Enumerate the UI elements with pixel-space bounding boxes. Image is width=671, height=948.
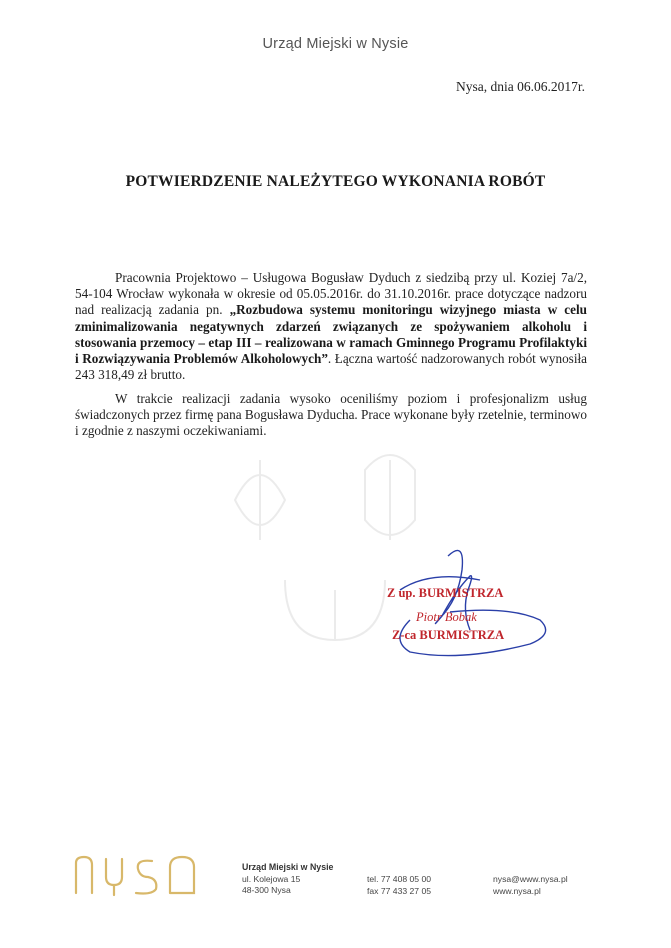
nysa-logo — [72, 853, 202, 897]
footer-city: 48-300 Nysa — [242, 885, 291, 895]
document-title: POTWIERDZENIE NALEŻYTEGO WYKONANIA ROBÓT — [125, 173, 546, 190]
footer-office-name: Urząd Miejski w Nysie — [242, 862, 334, 872]
stamp-authorization: Z up. BURMISTRZA — [387, 586, 504, 600]
signature-stamp — [370, 530, 570, 660]
paragraph-confirmation — [75, 270, 587, 383]
footer-street: ul. Kolejowa 15 — [242, 873, 301, 884]
paragraph-outro: . Łączna wartość nadzorowanych robót wynosiła 243 318,49 zł brutto. — [75, 351, 587, 383]
office-header: Urząd Miejski w Nysie — [262, 36, 409, 52]
footer-contact — [493, 874, 568, 897]
paragraph-intro: Pracownia Projektowo – Usługowa Bogusław Dyduch z siedzibą przy ul. Koziej 7a/2, 54-104 Wrocław wykonała w okresie od 05.05.2016r. do 31.10.2016r. prace dotyczące nadzoru nad realizacją zadania pn. — [75, 270, 587, 318]
stamp-signatory-name: Piotr Bobak — [416, 610, 477, 624]
footer-tel: tel. 77 408 05 00 — [367, 874, 432, 884]
footer-address — [242, 862, 333, 897]
footer-website[interactable]: www.nysa.pl — [493, 885, 541, 896]
footer-phone — [367, 874, 431, 897]
footer-fax: fax 77 433 27 05 — [367, 885, 432, 896]
footer-email[interactable]: nysa@www.nysa.pl — [493, 874, 568, 884]
place-date: Nysa, dnia 06.06.2017r. — [456, 79, 585, 94]
stamp-position: Z-ca BURMISTRZA — [392, 628, 505, 642]
paragraph-assessment: W trakcie realizacji zadania wysoko oceniliśmy poziom i profesjonalizm usług świadczonych przez firmę pana Bogusława Dyducha. Prace wykonane były rzetelnie, terminowo i zgodnie z naszymi oczekiwaniami. — [75, 391, 587, 439]
task-name: „Rozbudowa systemu monitoringu wizyjnego miasta w celu zminimalizowania negatywnych zdarzeń związanych ze spożywaniem alkoholu i stosowania przemocy – etap III – realizowana w ramach Gminnego Programu Profilaktyki i Rozwiązywania Problemów Alkoholowych” — [75, 302, 587, 367]
